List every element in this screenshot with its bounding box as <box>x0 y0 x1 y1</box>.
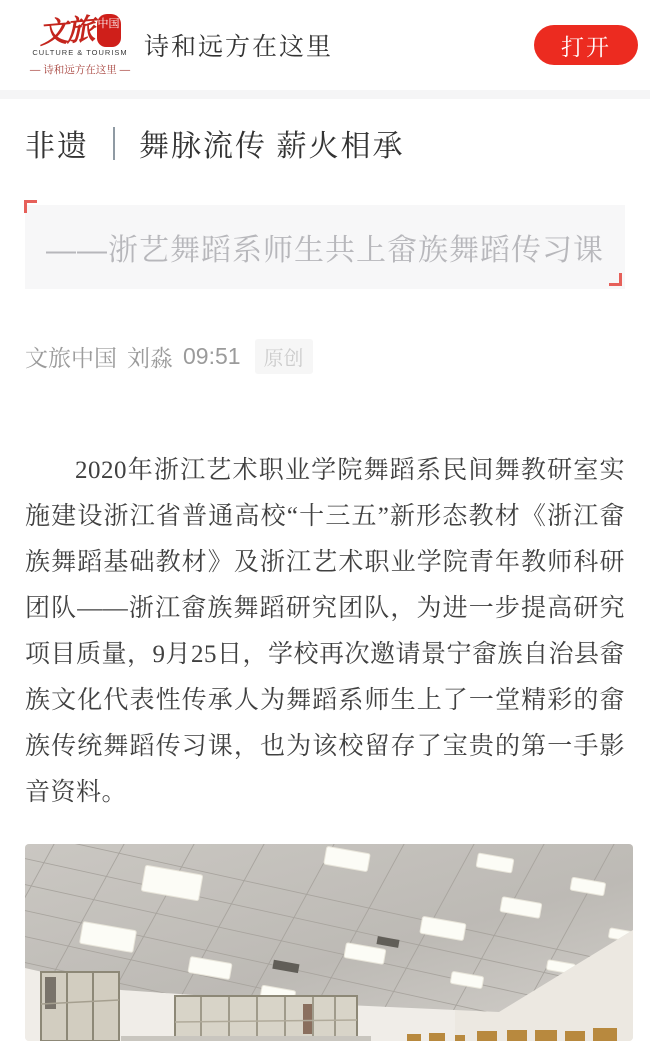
article-photo[interactable] <box>25 844 633 1041</box>
article-title-rest: 舞脉流传 薪火相承 <box>139 130 405 163</box>
byline-author: 刘淼 <box>127 345 173 371</box>
brand-script-text: 文旅 <box>38 13 95 51</box>
header-divider-strip <box>0 90 650 99</box>
article-title <box>25 121 625 165</box>
title-divider <box>113 127 115 160</box>
article-subtitle: ——浙艺舞蹈系师生共上畲族舞蹈传习课 <box>46 234 604 267</box>
brand-logo-mark <box>38 13 120 51</box>
article-title-tag: 非遗 <box>25 130 89 163</box>
byline-row <box>25 339 625 374</box>
open-app-button[interactable]: 打开 <box>534 25 638 65</box>
byline-time: 09:51 <box>183 343 241 369</box>
brand-seal-icon: 中国 <box>97 14 121 47</box>
article-paragraph: 2020年浙江艺术职业学院舞蹈系民间舞教研室实施建设浙江省普通高校“十三五”新形态教材《浙江畲族舞蹈基础教材》及浙江艺术职业学院青年教师科研团队——浙江畲族舞蹈研究团队，为进一步提高研究项目质量，9月25日，学校再次邀请景宁畲族自治县畲族文化代表性传承人为舞蹈系师生上了一堂精彩的畲族传统舞蹈传习课，也为该校留存了宝贵的第一手影音资料。 <box>25 457 626 806</box>
original-badge: 原创 <box>255 339 313 374</box>
header-slogan: 诗和远方在这里 <box>144 34 334 61</box>
app-banner <box>0 0 650 90</box>
article-body <box>0 121 650 1041</box>
brand-english-text: CULTURE & TOURISM <box>32 48 128 57</box>
brand-logo[interactable] <box>26 13 134 77</box>
studio-ceiling-illustration <box>25 844 633 1041</box>
brand-tagline: — 诗和远方在这里 — <box>29 64 131 76</box>
byline-source: 文旅中国 <box>25 345 117 371</box>
article-subtitle-box <box>25 205 625 289</box>
corner-bracket-top-left-icon <box>24 200 37 213</box>
corner-bracket-bottom-right-icon <box>609 273 622 286</box>
